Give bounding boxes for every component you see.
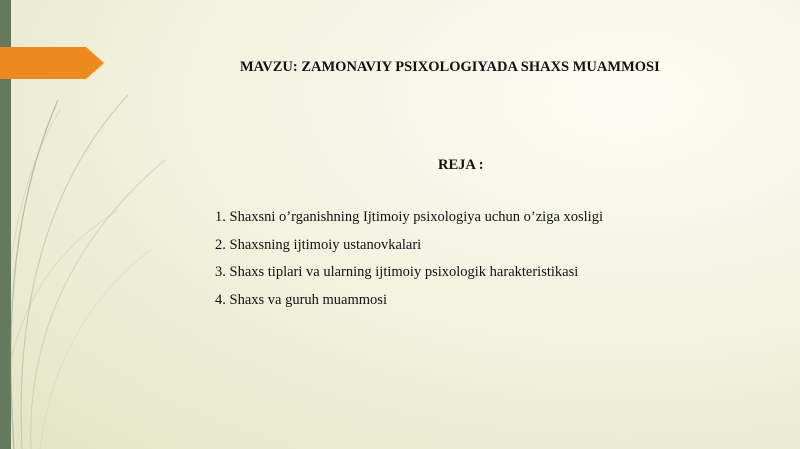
plan-item: 3. Shaxs tiplari va ularning ijtimoiy psixologik harakteristikasi bbox=[215, 264, 579, 280]
plan-item: 1. Shaxsni o’rganishning Ijtimoiy psixologiya uchun o’ziga xosligi bbox=[215, 209, 603, 225]
orange-arrow-tab bbox=[0, 47, 104, 79]
plan-heading: REJA : bbox=[438, 157, 484, 173]
slide-title: MAVZU: ZAMONAVIY PSIXOLOGIYADA SHAXS MUAMMOSI bbox=[240, 59, 660, 75]
plan-item: 2. Shaxsning ijtimoiy ustanovkalari bbox=[215, 236, 422, 253]
plan-item: 4. Shaxs va guruh muammosi bbox=[215, 291, 387, 308]
plan-list bbox=[215, 209, 603, 319]
